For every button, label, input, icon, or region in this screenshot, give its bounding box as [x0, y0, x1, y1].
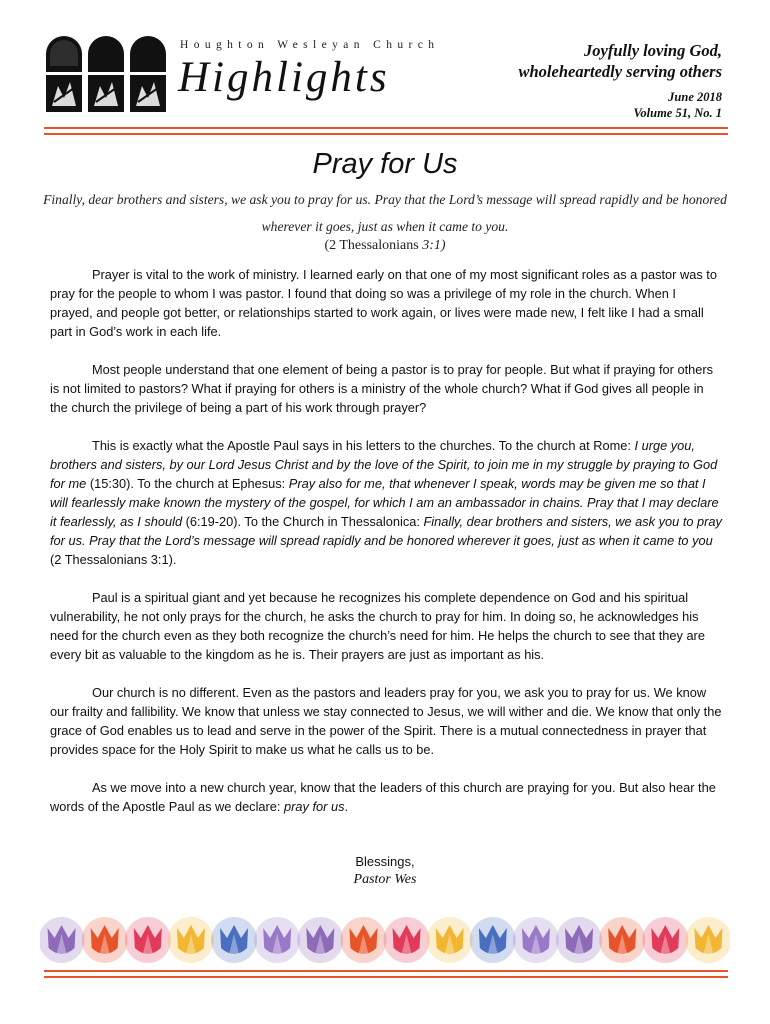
tulip-icon — [211, 917, 257, 963]
p3-text-a: This is exactly what the Apostle Paul says in his letters to the churches. To the church at Rome: — [92, 438, 635, 453]
paragraph-6 — [50, 778, 722, 816]
tulip-icon — [685, 917, 730, 963]
tulip-icon — [340, 917, 386, 963]
tulip-icon — [642, 917, 688, 963]
paragraph-5: Our church is no different. Even as the pastors and leaders pray for you, we ask you to pray for us. We know our frailty and fallibility. We know that unless we stay connected to Jesus, we will wither and die. We know that only the grace of God enables us to lead and serve in the power of the Spirit. There is a mutual connectedness in prayer that provides space for the Holy Spirit to make us what he calls us to be. — [50, 685, 722, 757]
paragraph-1: Prayer is vital to the work of ministry. I learned early on that one of my most significant roles as a pastor was to pray for the people to whom I was pastor. I found that doing so was a privilege of my role in the church. When I prayed, and people got better, or relationships started to work again, or lives were made new, I felt like I had a small part in God’s work in each life. — [50, 267, 717, 339]
newsletter-masthead: Highlights — [178, 54, 390, 101]
reference-book: (2 Thessalonians — [324, 238, 423, 253]
tagline-line-1: Joyfully loving God, — [584, 41, 722, 60]
tagline — [518, 40, 722, 82]
signature: Pastor Wes — [353, 872, 417, 887]
tulip-icon — [384, 917, 430, 963]
tulip-icon — [297, 917, 343, 963]
footer-divider — [44, 970, 728, 978]
closing-block — [0, 853, 770, 889]
scripture-reference — [0, 238, 770, 254]
tulip-icon — [513, 917, 559, 963]
issue-date: June 2018 — [668, 90, 722, 104]
church-window-logo-icon — [44, 36, 166, 112]
p3-quote-thessalonica: Finally, dear brothers and sisters, we ask you to pray for us. Pray that the Lord’s message will spread rapidly and be honored wherever it goes, just as when it came to you — [50, 514, 722, 548]
header-divider — [44, 127, 728, 135]
paragraph-4: Paul is a spiritual giant and yet because he recognizes his complete dependence on God and his spiritual vulnerability, he not only prays for the church, he asks the church to pray for him. In doing so, he acknowledges his need for the church even as they both recognize the church’s need for him. He helps the church to see that they are every bit as valuable to the kingdom as he is. Their prayers are just as important as his. — [50, 590, 705, 662]
closing-salutation: Blessings, — [355, 854, 415, 869]
p3-quote-rome: I urge you, brothers and sisters, by our Lord Jesus Christ and by the love of the Spirit, to join me in my struggle by praying to God for me — [50, 438, 718, 491]
tulip-icon — [470, 917, 516, 963]
p3-text-c: (15:30). To the church at Ephesus: — [86, 476, 289, 491]
p6-text-a: As we move into a new church year, know that the leaders of this church are praying for you. But also hear the words of the Apostle Paul as we declare: — [50, 780, 716, 814]
article-body — [50, 265, 722, 835]
tulip-icon — [556, 917, 602, 963]
tulip-icon — [125, 917, 171, 963]
reference-verse: 3:1) — [422, 238, 446, 253]
tulip-border-decoration — [40, 912, 730, 968]
church-name: Houghton Wesleyan Church — [180, 39, 440, 51]
tulip-icon — [40, 917, 85, 963]
tagline-line-2: wholeheartedly serving others — [518, 62, 722, 81]
p3-text-g: (2 Thessalonians 3:1). — [50, 552, 177, 567]
tulip-icon — [82, 917, 128, 963]
paragraph-2: Most people understand that one element of being a pastor is to pray for people. But what if praying for others is not limited to pastors? What if praying for others is a ministry of the whole church? What if God gives all people in the church the privilege of being a part of his work through prayer? — [50, 362, 714, 415]
scripture-quote: Finally, dear brothers and sisters, we ask you to pray for us. Pray that the Lord’s message will spread rapidly and be honored wherever it goes, just as when it came to you. — [43, 192, 727, 234]
p6-emphasis: pray for us — [284, 799, 345, 814]
issue-volume: Volume 51, No. 1 — [633, 106, 722, 120]
tulip-icon — [599, 917, 645, 963]
tulip-icon — [254, 917, 300, 963]
tulip-icon — [427, 917, 473, 963]
p3-quote-ephesus: Pray also for me, that whenever I speak, words may be given me so that I will fearlessly make known the mystery of the gospel, for which I am an ambassador in chains. Pray that I may declare it fearlessly, as I should — [50, 476, 719, 529]
p6-text-c: . — [344, 799, 349, 814]
paragraph-3 — [50, 436, 722, 569]
issue-info — [633, 89, 722, 121]
article-title: Pray for Us — [312, 148, 458, 180]
tulip-icon — [168, 917, 214, 963]
p3-text-e: (6:19-20). To the Church in Thessalonica: — [182, 514, 424, 529]
